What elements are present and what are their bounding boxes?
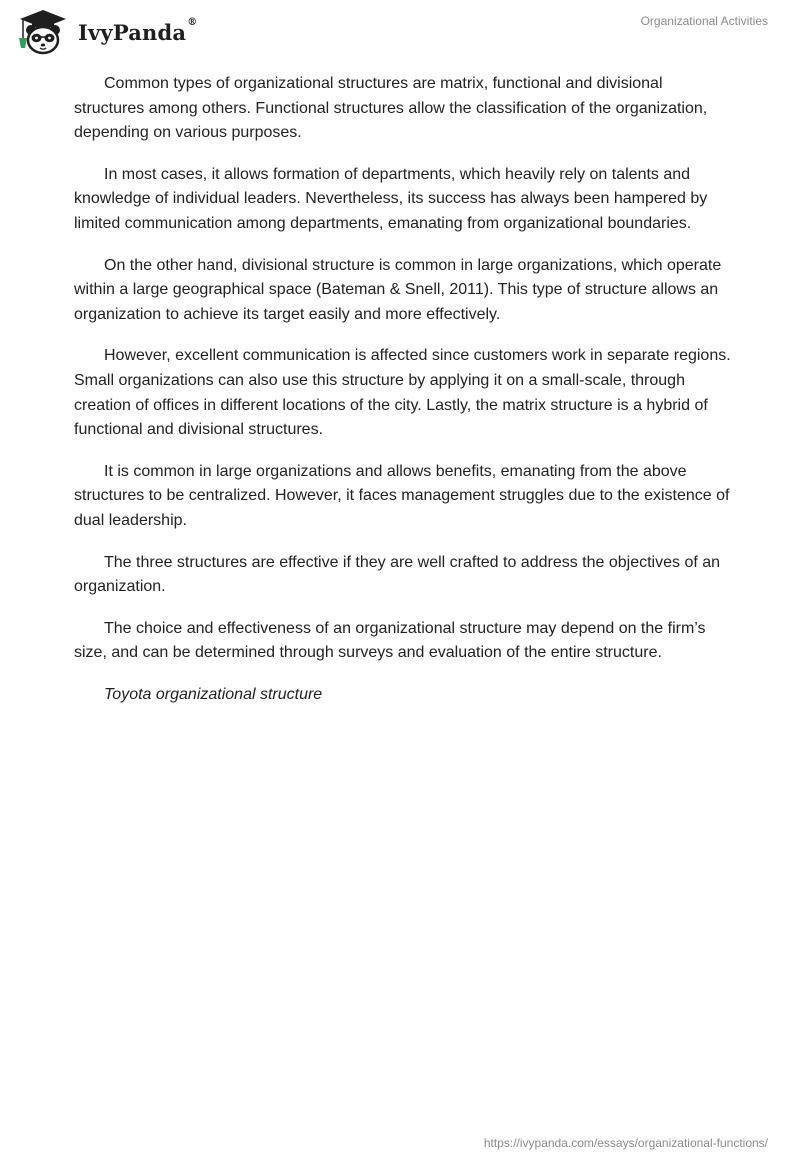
paragraph: In most cases, it allows formation of departments, which heavily rely on talents and knowledge of individual leaders. Nevertheless, its success has always been hampered by limited communication among departments, emanating from organizational boundaries. [74,165,708,232]
section-subheading: Toyota organizational structure [104,685,323,703]
paragraph: The choice and effectiveness of an organizational structure may depend on the firm’s size, and can be determined through surveys and evaluation of the entire structure. [74,619,706,662]
paragraph: However, excellent communication is affected since customers work in separate regions. Small organizations can also use this structure by applying it on a small-scale, through creation of offices in different locations of the city. Lastly, the matrix structure is a hybrid of functional and divisional structures. [74,347,731,439]
paragraph: It is common in large organizations and allows benefits, emanating from the above structures to be centralized. However, it faces management struggles due to the existence of dual leadership. [74,462,730,529]
brand-name: IvyPanda® [78,16,198,45]
registered-mark: ® [187,16,198,28]
ivypanda-logo[interactable] [14,8,197,56]
panda-graduate-icon [14,8,72,56]
source-url[interactable]: https://ivypanda.com/essays/organizational-functions/ [483,1136,768,1150]
essay-body [74,72,734,724]
paragraph: The three structures are effective if they are well crafted to address the objectives of an organization. [74,553,721,596]
paragraph: On the other hand, divisional structure is common in large organizations, which operate within a large geographical space (Bateman & Snell, 2011). This type of structure allows an organization to achieve its target easily and more effectively. [74,256,722,323]
running-title: Organizational Activities [640,14,768,28]
paragraph: Common types of organizational structures are matrix, functional and divisional structures among others. Functional structures allow the classification of the organization, depending on various purposes. [74,75,708,142]
